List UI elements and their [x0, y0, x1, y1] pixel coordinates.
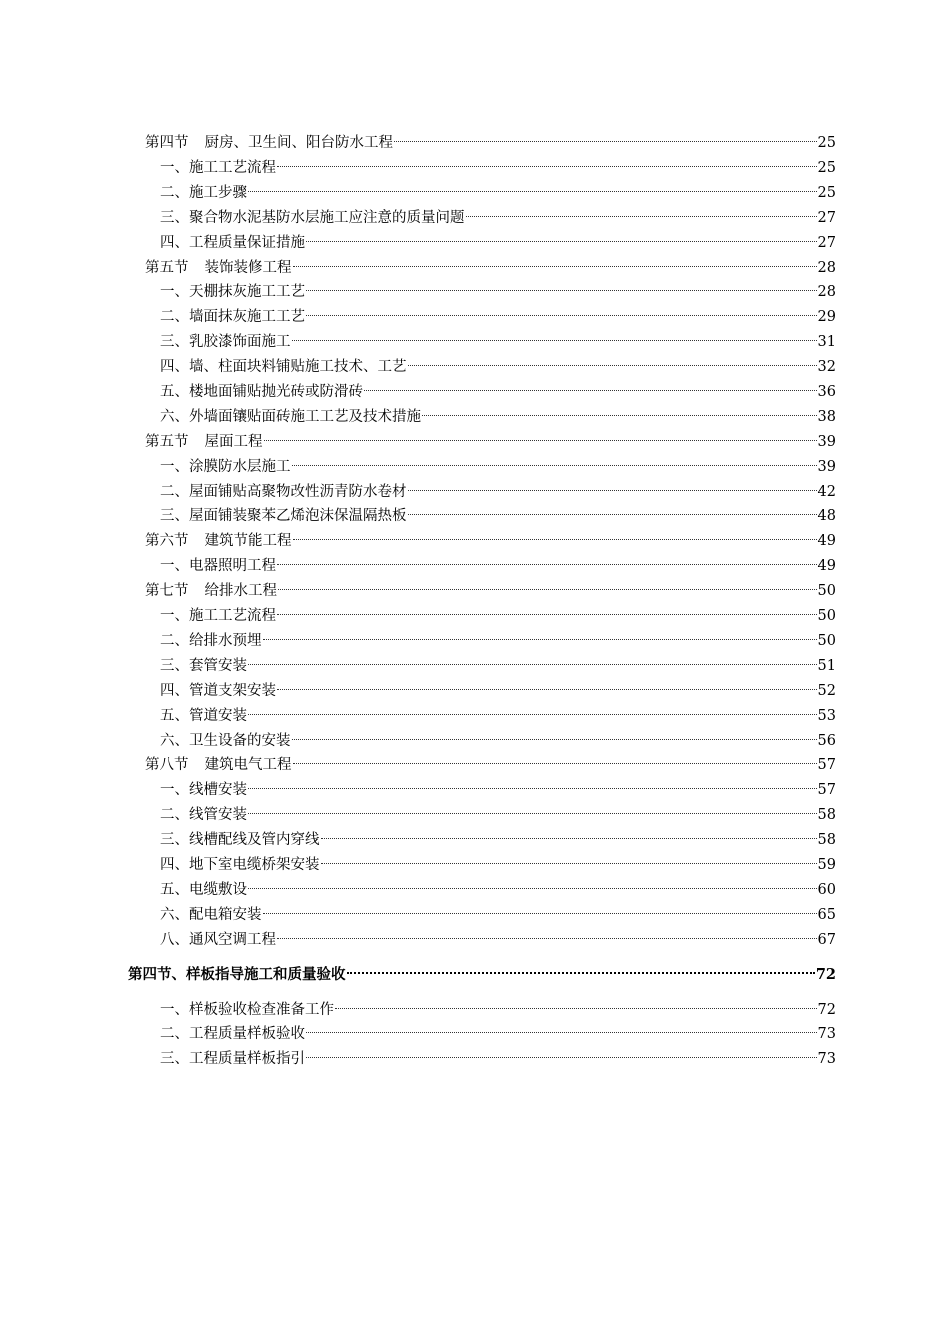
- toc-entry-page-number: 67: [817, 932, 836, 948]
- toc-entry-page-number: 57: [817, 782, 836, 798]
- toc-dot-leader: [306, 241, 817, 242]
- toc-entry-title: 二、线管安装: [160, 807, 247, 823]
- toc-entry[interactable]: [145, 256, 836, 280]
- toc-entry[interactable]: [160, 554, 836, 578]
- toc-dot-leader: [264, 440, 817, 441]
- toc-entry-page-number: 49: [817, 533, 836, 549]
- toc-entry-page-number: 51: [817, 658, 836, 674]
- toc-entry-title: 三、屋面铺装聚苯乙烯泡沫保温隔热板: [160, 508, 407, 524]
- toc-entry-number: 第六节: [145, 533, 189, 549]
- toc-dot-leader: [347, 972, 815, 974]
- toc-entry-number: 第四节: [145, 135, 189, 151]
- toc-entry[interactable]: [160, 1047, 836, 1071]
- toc-entry-title: 一、施工工艺流程: [160, 160, 276, 176]
- toc-dot-leader: [292, 739, 817, 740]
- toc-entry-page-number: 73: [817, 1051, 836, 1067]
- toc-dot-leader: [277, 564, 817, 565]
- toc-entry-title: 八、通风空调工程: [160, 932, 276, 948]
- toc-entry-page-number: 27: [817, 210, 836, 226]
- toc-entry[interactable]: [160, 480, 836, 504]
- toc-entry-number: 第五节: [145, 434, 189, 450]
- toc-entry-page-number: 50: [817, 608, 836, 624]
- toc-dot-leader: [248, 664, 817, 665]
- toc-entry[interactable]: [160, 853, 836, 877]
- toc-entry[interactable]: [160, 380, 836, 404]
- toc-dot-leader: [335, 1008, 817, 1009]
- toc-entry[interactable]: [145, 430, 836, 454]
- toc-entry[interactable]: [160, 803, 836, 827]
- toc-entry-page-number: 59: [817, 857, 836, 873]
- toc-dot-leader: [321, 838, 817, 839]
- toc-entry[interactable]: [160, 654, 836, 678]
- toc-dot-leader: [293, 539, 817, 540]
- toc-entry[interactable]: [160, 629, 836, 653]
- toc-entry-page-number: 31: [817, 334, 836, 350]
- toc-dot-leader: [277, 689, 817, 690]
- toc-dot-leader: [422, 415, 817, 416]
- toc-entry-title: 四、工程质量保证措施: [160, 235, 305, 251]
- toc-entry[interactable]: [160, 280, 836, 304]
- toc-entry-title: 三、乳胶漆饰面施工: [160, 334, 291, 350]
- toc-entry-page-number: 28: [817, 284, 836, 300]
- toc-entry-title: 二、屋面铺贴高聚物改性沥青防水卷材: [160, 484, 407, 500]
- toc-entry[interactable]: [145, 131, 836, 155]
- toc-entry[interactable]: [128, 963, 836, 987]
- toc-dot-leader: [277, 614, 817, 615]
- toc-entry[interactable]: [160, 231, 836, 255]
- toc-dot-leader: [263, 639, 817, 640]
- toc-entry-page-number: 60: [817, 882, 836, 898]
- toc-dot-leader: [306, 1032, 817, 1033]
- toc-entry-title: 四、管道支架安装: [160, 683, 276, 699]
- toc-dot-leader: [408, 490, 817, 491]
- toc-dot-leader: [293, 763, 817, 764]
- toc-entry-title: 二、施工步骤: [160, 185, 247, 201]
- toc-entry-page-number: 53: [817, 708, 836, 724]
- toc-entry-title: 六、外墙面镶贴面砖施工工艺及技术措施: [160, 409, 421, 425]
- toc-dot-leader: [277, 166, 817, 167]
- toc-entry-page-number: 39: [817, 459, 836, 475]
- toc-entry-number: 第八节: [145, 757, 189, 773]
- toc-entry[interactable]: [160, 455, 836, 479]
- toc-entry[interactable]: [160, 828, 836, 852]
- toc-dot-leader: [248, 813, 817, 814]
- toc-entry-title: 三、线槽配线及管内穿线: [160, 832, 320, 848]
- toc-entry-page-number: 65: [817, 907, 836, 923]
- toc-entry-title: 五、电缆敷设: [160, 882, 247, 898]
- toc-entry-number: 第五节: [145, 260, 189, 276]
- toc-entry-title: 一、涂膜防水层施工: [160, 459, 291, 475]
- toc-dot-leader: [408, 514, 817, 515]
- toc-dot-leader: [306, 315, 817, 316]
- toc-entry-title: 一、天棚抹灰施工工艺: [160, 284, 305, 300]
- toc-entry-title: 二、工程质量样板验收: [160, 1026, 305, 1042]
- toc-entry[interactable]: [160, 504, 836, 528]
- toc-entry[interactable]: [160, 778, 836, 802]
- toc-entry-title: 六、卫生设备的安装: [160, 733, 291, 749]
- toc-entry-number: 第七节: [145, 583, 189, 599]
- toc-entry[interactable]: [160, 355, 836, 379]
- toc-dot-leader: [248, 714, 817, 715]
- toc-entry-title: 三、聚合物水泥基防水层施工应注意的质量问题: [160, 210, 465, 226]
- toc-entry-title: 一、线槽安装: [160, 782, 247, 798]
- toc-entry-page-number: 27: [817, 235, 836, 251]
- toc-dot-leader: [263, 913, 817, 914]
- toc-entry-page-number: 50: [817, 633, 836, 649]
- toc-dot-leader: [248, 788, 817, 789]
- toc-entry-page-number: 52: [817, 683, 836, 699]
- toc-entry-title: 三、套管安装: [160, 658, 247, 674]
- toc-dot-leader: [321, 863, 817, 864]
- toc-dot-leader: [292, 465, 817, 466]
- toc-entry-title: 第四节、样板指导施工和质量验收: [128, 966, 346, 983]
- toc-entry-page-number: 38: [817, 409, 836, 425]
- toc-entry-page-number: 32: [817, 359, 836, 375]
- toc-entry[interactable]: [160, 330, 836, 354]
- toc-entry-page-number: 73: [817, 1026, 836, 1042]
- toc-entry[interactable]: [160, 305, 836, 329]
- toc-entry-title: 建筑节能工程: [204, 533, 292, 549]
- toc-entry[interactable]: [160, 998, 836, 1022]
- toc-dot-leader: [394, 141, 817, 142]
- toc-entry-page-number: 49: [817, 558, 836, 574]
- toc-dot-leader: [306, 1057, 817, 1058]
- toc-entry-title: 四、地下室电缆桥架安装: [160, 857, 320, 873]
- toc-entry[interactable]: [160, 729, 836, 753]
- toc-entry-title: 装饰装修工程: [204, 260, 292, 276]
- toc-entry-page-number: 57: [817, 757, 836, 773]
- toc-entry-title: 二、墙面抹灰施工工艺: [160, 309, 305, 325]
- toc-entry-title: 四、墙、柱面块料铺贴施工技术、工艺: [160, 359, 407, 375]
- toc-dot-leader: [277, 938, 817, 939]
- toc-entry[interactable]: [160, 903, 836, 927]
- toc-dot-leader: [248, 888, 817, 889]
- toc-entry[interactable]: [160, 405, 836, 429]
- toc-entry-title: 一、样板验收检查准备工作: [160, 1002, 334, 1018]
- toc-entry[interactable]: [160, 206, 836, 230]
- toc-dot-leader: [278, 589, 817, 590]
- toc-entry-title: 三、工程质量样板指引: [160, 1051, 305, 1067]
- toc-entry[interactable]: [160, 181, 836, 205]
- toc-entry-title: 一、施工工艺流程: [160, 608, 276, 624]
- toc-entry-title: 给排水工程: [204, 583, 277, 599]
- toc-dot-leader: [292, 340, 817, 341]
- toc-entry-page-number: 28: [817, 260, 836, 276]
- toc-dot-leader: [364, 390, 817, 391]
- toc-dot-leader: [306, 290, 817, 291]
- toc-entry-page-number: 58: [817, 832, 836, 848]
- toc-entry[interactable]: [160, 1022, 836, 1046]
- toc-entry-page-number: 72: [817, 1002, 836, 1018]
- toc-entry-page-number: 25: [817, 135, 836, 151]
- toc-dot-leader: [248, 191, 817, 192]
- toc-entry[interactable]: [145, 529, 836, 553]
- toc-entry-title: 五、楼地面铺贴抛光砖或防滑砖: [160, 384, 363, 400]
- toc-entry[interactable]: [160, 156, 836, 180]
- toc-entry-page-number: 25: [817, 185, 836, 201]
- toc-entry-page-number: 72: [815, 966, 836, 983]
- toc-entry-page-number: 29: [817, 309, 836, 325]
- toc-entry[interactable]: [145, 579, 836, 603]
- toc-entry-title: 五、管道安装: [160, 708, 247, 724]
- toc-entry-page-number: 36: [817, 384, 836, 400]
- toc-dot-leader: [466, 216, 817, 217]
- toc-entry-title: 建筑电气工程: [204, 757, 292, 773]
- toc-entry[interactable]: [160, 704, 836, 728]
- toc-dot-leader: [408, 365, 817, 366]
- toc-entry[interactable]: [145, 753, 836, 777]
- toc-entry[interactable]: [160, 878, 836, 902]
- toc-entry[interactable]: [160, 604, 836, 628]
- toc-entry-title: 一、电器照明工程: [160, 558, 276, 574]
- toc-entry[interactable]: [160, 679, 836, 703]
- toc-entry-page-number: 25: [817, 160, 836, 176]
- toc-entry[interactable]: [160, 928, 836, 952]
- toc-entry-page-number: 50: [817, 583, 836, 599]
- toc-entry-page-number: 48: [817, 508, 836, 524]
- toc-entry-title: 六、配电箱安装: [160, 907, 262, 923]
- toc-entry-page-number: 58: [817, 807, 836, 823]
- toc-entry-page-number: 42: [817, 484, 836, 500]
- toc-entry-title: 屋面工程: [204, 434, 263, 450]
- toc-dot-leader: [293, 266, 817, 267]
- toc-entry-page-number: 39: [817, 434, 836, 450]
- toc-entry-title: 厨房、卫生间、阳台防水工程: [204, 135, 393, 151]
- toc-entry-page-number: 56: [817, 733, 836, 749]
- toc-entry-title: 二、给排水预埋: [160, 633, 262, 649]
